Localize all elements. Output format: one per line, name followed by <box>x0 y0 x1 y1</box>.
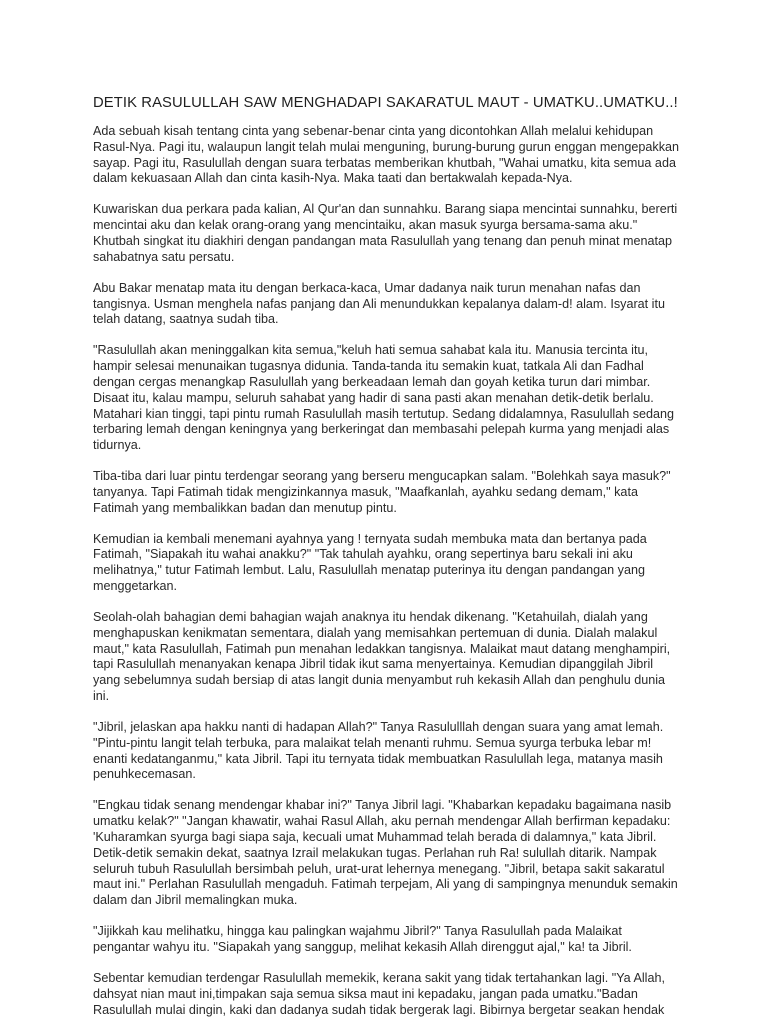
text-line: telah datang, saatnya sudah tiba. <box>93 312 279 327</box>
text-line: Matahari kian tinggi, tapi pintu rumah Rasulullah masih tertutup. Sedang didalamnya, Rasulullah sedang <box>93 406 675 421</box>
paragraph <box>93 798 678 909</box>
text-line: Abu Bakar menatap mata itu dengan berkaca-kaca, Umar dadanya naik turun menahan nafas dan <box>93 280 641 295</box>
text-line: mencintai aku dan kelak orang-orang yang mencintaiku, akan masuk syurga bersama-sama aku." <box>93 218 638 233</box>
paragraph <box>93 343 675 454</box>
text-line: menghapuskan kenikmatan sementara, dialah yang memisahkan pertemuan di dunia. Dialah malakul <box>93 625 658 640</box>
text-line: "Engkau tidak senang mendengar khabar ini?" Tanya Jibril lagi. "Khabarkan kepadaku bagaimana nasib <box>93 798 672 813</box>
paragraph <box>93 281 668 328</box>
text-line: menggetarkan. <box>93 579 178 594</box>
text-line: dalam kekuasaan Allah dan cinta kasih-Nya. Maka taati dan bertakwalah kepada-Nya. <box>93 171 573 186</box>
text-line: "Jijikkah kau melihatku, hingga kau palingkan wajahmu Jibril?" Tanya Rasulullah pada Malaikat <box>93 924 622 939</box>
text-line: Disaat itu, kalau mampu, seluruh sahabat yang hadir di sana pasti akan menahan detik-detik berlalu. <box>93 390 654 405</box>
text-line: Rasul-Nya. Pagi itu, walaupun langit telah mulai menguning, burung-burung gurun enggan mengepakkan <box>93 139 679 154</box>
text-line: Khutbah singkat itu diakhiri dengan pandangan mata Rasulullah yang tenang dan penuh minat menatap <box>93 233 673 248</box>
paragraph <box>93 124 679 187</box>
text-line: tangisnya. Usman menghela nafas panjang dan Ali menundukkan kepalanya dalam-d! alam. Isyarat itu <box>93 296 665 311</box>
text-line: yang sebelumnya sudah bersiap di atas langit dunia menyambut ruh kekasih Allah dan penghulu dunia <box>93 673 666 688</box>
text-line: enanti kedatanganmu," kata Jibril. Tapi itu ternyata tidak membuatkan Rasulullah lega, matanya masih <box>93 751 663 766</box>
text-line: Kemudian ia kembali menemani ayahnya yang ! ternyata sudah membuka mata dan bertanya pada <box>93 531 647 546</box>
text-line: melihatnya," tutur Fatimah lembut. Lalu, Rasulullah menatap puterinya itu dengan pandangan yang <box>93 563 645 578</box>
text-line: "Pintu-pintu langit telah terbuka, para malaikat telah menanti ruhmu. Semua syurga terbuka lebar m! <box>93 735 652 750</box>
text-line: Sebentar kemudian terdengar Rasulullah memekik, kerana sakit yang tidak tertahankan lagi. "Ya Allah, <box>93 970 665 985</box>
text-line: umatku kelak?" "Jangan khawatir, wahai Rasul Allah, aku pernah mendengar Allah berfirman kepadaku: <box>93 814 671 829</box>
text-line: Fatimah, "Siapakah itu wahai anakku?" "Tak tahulah ayahku, orang sepertinya baru sekali ini aku <box>93 547 633 562</box>
text-line: seluruh tubuh Rasulullah bersimbah peluh, urat-urat lehernya menegang. "Jibril, betapa sakit sakaratul <box>93 861 665 876</box>
text-line: Tiba-tiba dari luar pintu terdengar seorang yang berseru mengucapkan salam. "Bolehkah saya masuk?" <box>93 469 671 484</box>
text-line: Fatimah yang membalikkan badan dan menutup pintu. <box>93 500 397 515</box>
text-line: Kuwariskan dua perkara pada kalian, Al Qur'an dan sunnahku. Barang siapa mencintai sunnahku, bererti <box>93 202 678 217</box>
text-line: pengantar wahyu itu. "Siapakah yang sanggup, melihat kekasih Allah direnggut ajal," ka! ta Jibril. <box>93 939 632 954</box>
text-line: tanyanya. Tapi Fatimah tidak mengizinkannya masuk, "Maafkanlah, ayahku sedang demam," kata <box>93 484 638 499</box>
text-line: dalam dan Jibril memalingkan muka. <box>93 893 298 908</box>
text-line: maut," kata Rasulullah, Fatimah pun menahan ledakkan tangisnya. Malaikat maut datang menghampiri, <box>93 641 671 656</box>
text-line: "Rasulullah akan meninggalkan kita semua,"keluh hati semua sahabat kala itu. Manusia tercinta itu, <box>93 343 648 358</box>
text-line: "Jibril, jelaskan apa hakku nanti di hadapan Allah?" Tanya Rasululllah dengan suara yang amat lemah. <box>93 720 664 735</box>
text-line: sahabatnya satu persatu. <box>93 249 235 264</box>
text-line: maut ini." Perlahan Rasulullah mengaduh. Fatimah terpejam, Ali yang di sampingnya menunduk semakin <box>93 877 678 892</box>
document-body <box>93 124 679 1018</box>
paragraph <box>93 202 678 265</box>
paragraph <box>93 532 668 595</box>
paragraph <box>93 469 671 516</box>
text-line: Seolah-olah bahagian demi bahagian wajah anaknya itu hendak dikenang. "Ketahuilah, dialah yang <box>93 610 648 625</box>
text-line: tapi Rasulullah menanyakan kenapa Jibril tidak ikut sama menyertainya. Kemudian dipanggilah Jibril <box>93 657 654 672</box>
document-title: DETIK RASULULLAH SAW MENGHADAPI SAKARATUL MAUT - UMATKU..UMATKU..! <box>93 95 678 111</box>
text-line: dengan cergas menangkap Rasulullah yang berkeadaan lemah dan goyah ketika turun dari mimbar. <box>93 374 651 389</box>
text-line: hampir selesai menunaikan tugasnya didunia. Tanda-tanda itu semakin kuat, tatkala Ali dan Fadhal <box>93 359 644 374</box>
paragraph <box>93 720 668 783</box>
text-line: Rasulullah mulai dingin, kaki dan dadanya sudah tidak bergerak lagi. Bibirnya bergetar seakan hendak <box>93 1002 665 1017</box>
paragraph <box>93 610 671 705</box>
paragraph <box>93 971 668 1018</box>
text-line: dahsyat nian maut ini,timpakan saja semua siksa maut ini kepadaku, jangan pada umatku."Badan <box>93 986 638 1001</box>
paragraph <box>93 924 668 956</box>
text-line: tidurnya. <box>93 438 142 453</box>
text-line: sayap. Pagi itu, Rasulullah dengan suara terbatas memberikan khutbah, "Wahai umatku, kita semua ada <box>93 155 676 170</box>
text-line: terbaring lemah dengan keningnya yang berkeringat dan membasahi pelepah kurma yang menjadi alas <box>93 422 670 437</box>
text-line: ini. <box>93 689 110 704</box>
text-line: Ada sebuah kisah tentang cinta yang sebenar-benar cinta yang dicontohkan Allah melalui kehidupan <box>93 124 654 138</box>
text-line: Detik-detik semakin dekat, saatnya Izrail melakukan tugas. Perlahan ruh Ra! sulullah ditarik. Nampak <box>93 845 657 860</box>
text-line: penuhkecemasan. <box>93 767 196 782</box>
text-line: 'Kuharamkan syurga bagi siapa saja, kecuali umat Muhammad telah berada di dalamnya," kata Jibril. <box>93 829 657 844</box>
